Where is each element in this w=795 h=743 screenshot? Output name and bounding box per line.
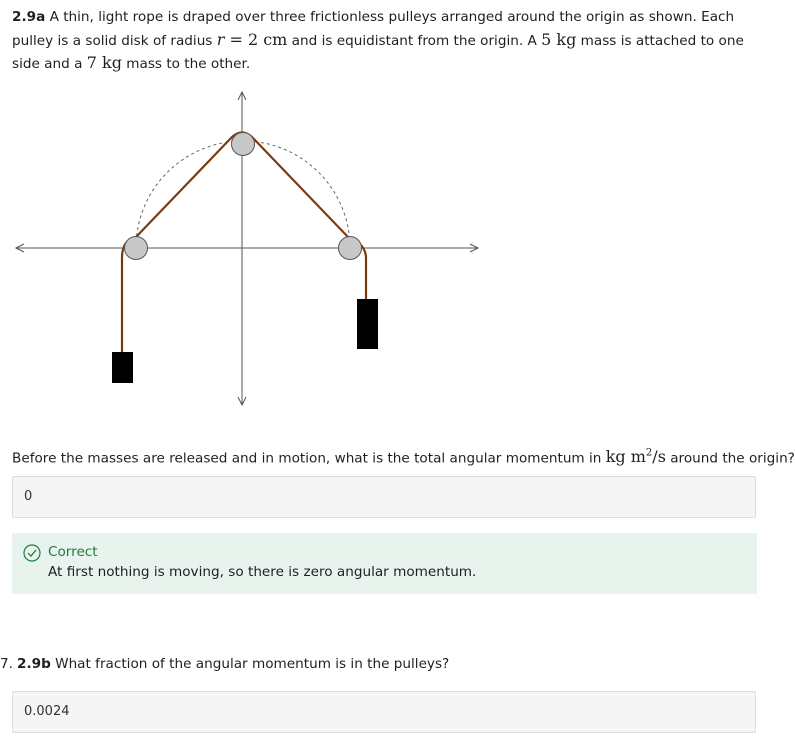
radius-math: r = 2 cm (216, 29, 288, 49)
feedback-status: Correct (48, 544, 98, 560)
question-a (12, 444, 795, 468)
unit-math: kg $m^2/s$ (605, 447, 666, 467)
question-b (0, 654, 449, 674)
answer-b-field[interactable]: 0.0024 (12, 691, 756, 733)
mass1-math: 5 kg (541, 29, 577, 49)
right-pulley (339, 237, 362, 260)
problem-text-1: A thin, light rope is draped over three frictionless pulleys arranged around the origin as shown. Each pulley is a solid disk of radius (12, 9, 735, 49)
mass2-math: 7 kg (86, 53, 122, 72)
problem-number: 2.9a (12, 9, 46, 25)
question-b-text: What fraction of the angular momentum is in the pulleys? (55, 656, 450, 672)
problem-text-4: mass to the other. (121, 56, 251, 72)
problem-text-2: and is equidistant from the origin. A (287, 32, 542, 49)
problem-text-3: mass is attached to one side and a (12, 32, 744, 72)
question-a-text-2: around the origin? (665, 450, 795, 467)
question-a-text-1: Before the masses are released and in motion, what is the total angular momentum in (12, 450, 606, 467)
feedback-panel (12, 533, 757, 594)
left-mass (112, 352, 133, 383)
top-pulley (232, 133, 255, 156)
dashed-arc (136, 141, 350, 248)
question-b-number: 2.9b (16, 656, 51, 672)
feedback-message: At first nothing is moving, so there is zero angular momentum. (48, 564, 477, 580)
answer-a-field[interactable]: 0 (12, 476, 756, 518)
check-circle-icon (23, 544, 41, 562)
left-pulley (125, 237, 148, 260)
rope (122, 133, 366, 357)
right-mass (357, 299, 378, 349)
question-b-marker: 7. (0, 656, 13, 672)
